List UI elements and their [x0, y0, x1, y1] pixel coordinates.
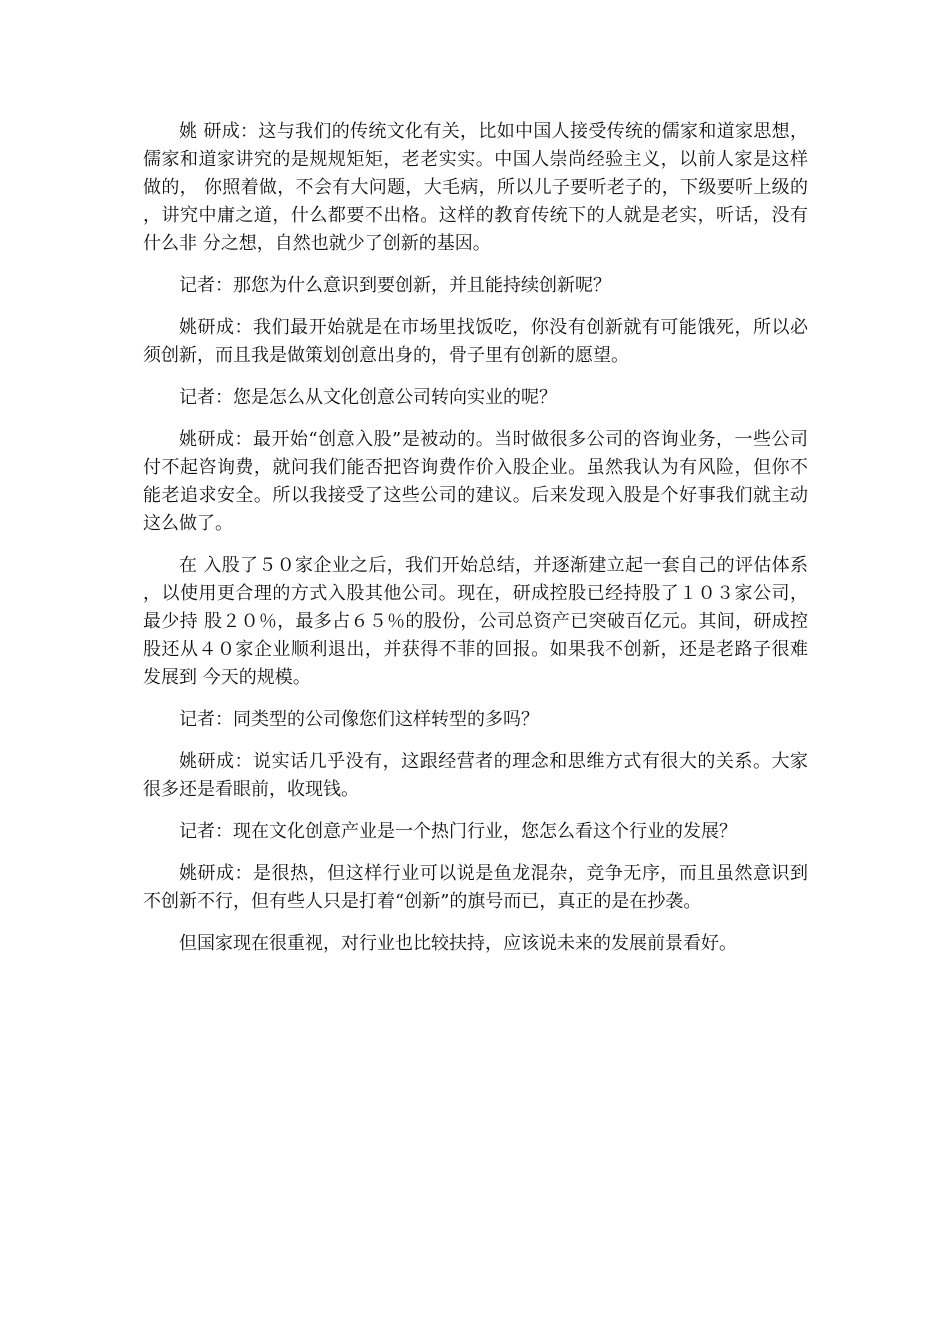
paragraph-answer-2: 姚研成：我们最开始就是在市场里找饭吃，你没有创新就有可能饿死，所以必须创新，而且我是做策划创意出身的，骨子里有创新的愿望。 [143, 317, 808, 366]
paragraph-question-2: 记者：您是怎么从文化创意公司转向实业的呢？ [179, 387, 557, 408]
paragraph-answer-1: 姚 研成：这与我们的传统文化有关，比如中国人接受传统的儒家和道家思想，儒家和道家讲究的是规规矩矩，老老实实。中国人崇尚经验主义，以前人家是这样做的， 你照着做，不会有大问题，大毛病，所以儿子要听老子的，下级要听上级的，讲究中庸之道，什么都要不出格。这样的教育传统下的人就是老实，听话，没有什么非 分之想，自然也就少了创新的基因。 [143, 121, 808, 254]
paragraph-answer-3: 姚研成：最开始“创意入股”是被动的。当时做很多公司的咨询业务，一些公司付不起咨询费，就问我们能否把咨询费作价入股企业。虽然我认为有风险，但你不能老追求安全。所以我接受了这些公司的建议。后来发现入股是个好事我们就主动这么做了。 [143, 429, 808, 534]
paragraph-answer-3-continued: 在 入股了５０家企业之后，我们开始总结，并逐渐建立起一套自己的评估体系，以使用更合理的方式入股其他公司。现在，研成控股已经持股了１０３家公司，最少持 股２０％，最多占６５％的股份，公司总资产已突破百亿元。其间，研成控股还从４０家企业顺利退出，并获得不菲的回报。如果我不创新，还是老路子很难发展到 今天的规模。 [143, 555, 808, 688]
paragraph-question-4: 记者：现在文化创意产业是一个热门行业，您怎么看这个行业的发展？ [179, 821, 737, 842]
paragraph-answer-4: 姚研成：说实话几乎没有，这跟经营者的理念和思维方式有很大的关系。大家很多还是看眼前，收现钱。 [143, 751, 808, 800]
paragraph-question-3: 记者：同类型的公司像您们这样转型的多吗？ [179, 709, 539, 730]
paragraph-answer-5: 姚研成：是很热，但这样行业可以说是鱼龙混杂，竞争无序，而且虽然意识到不创新不行，但有些人只是打着“创新”的旗号而已，真正的是在抄袭。 [143, 863, 808, 912]
article-body [143, 118, 808, 972]
paragraph-answer-5-continued: 但国家现在很重视，对行业也比较扶持，应该说未来的发展前景看好。 [179, 933, 737, 954]
paragraph-question-1: 记者：那您为什么意识到要创新，并且能持续创新呢？ [179, 275, 611, 296]
